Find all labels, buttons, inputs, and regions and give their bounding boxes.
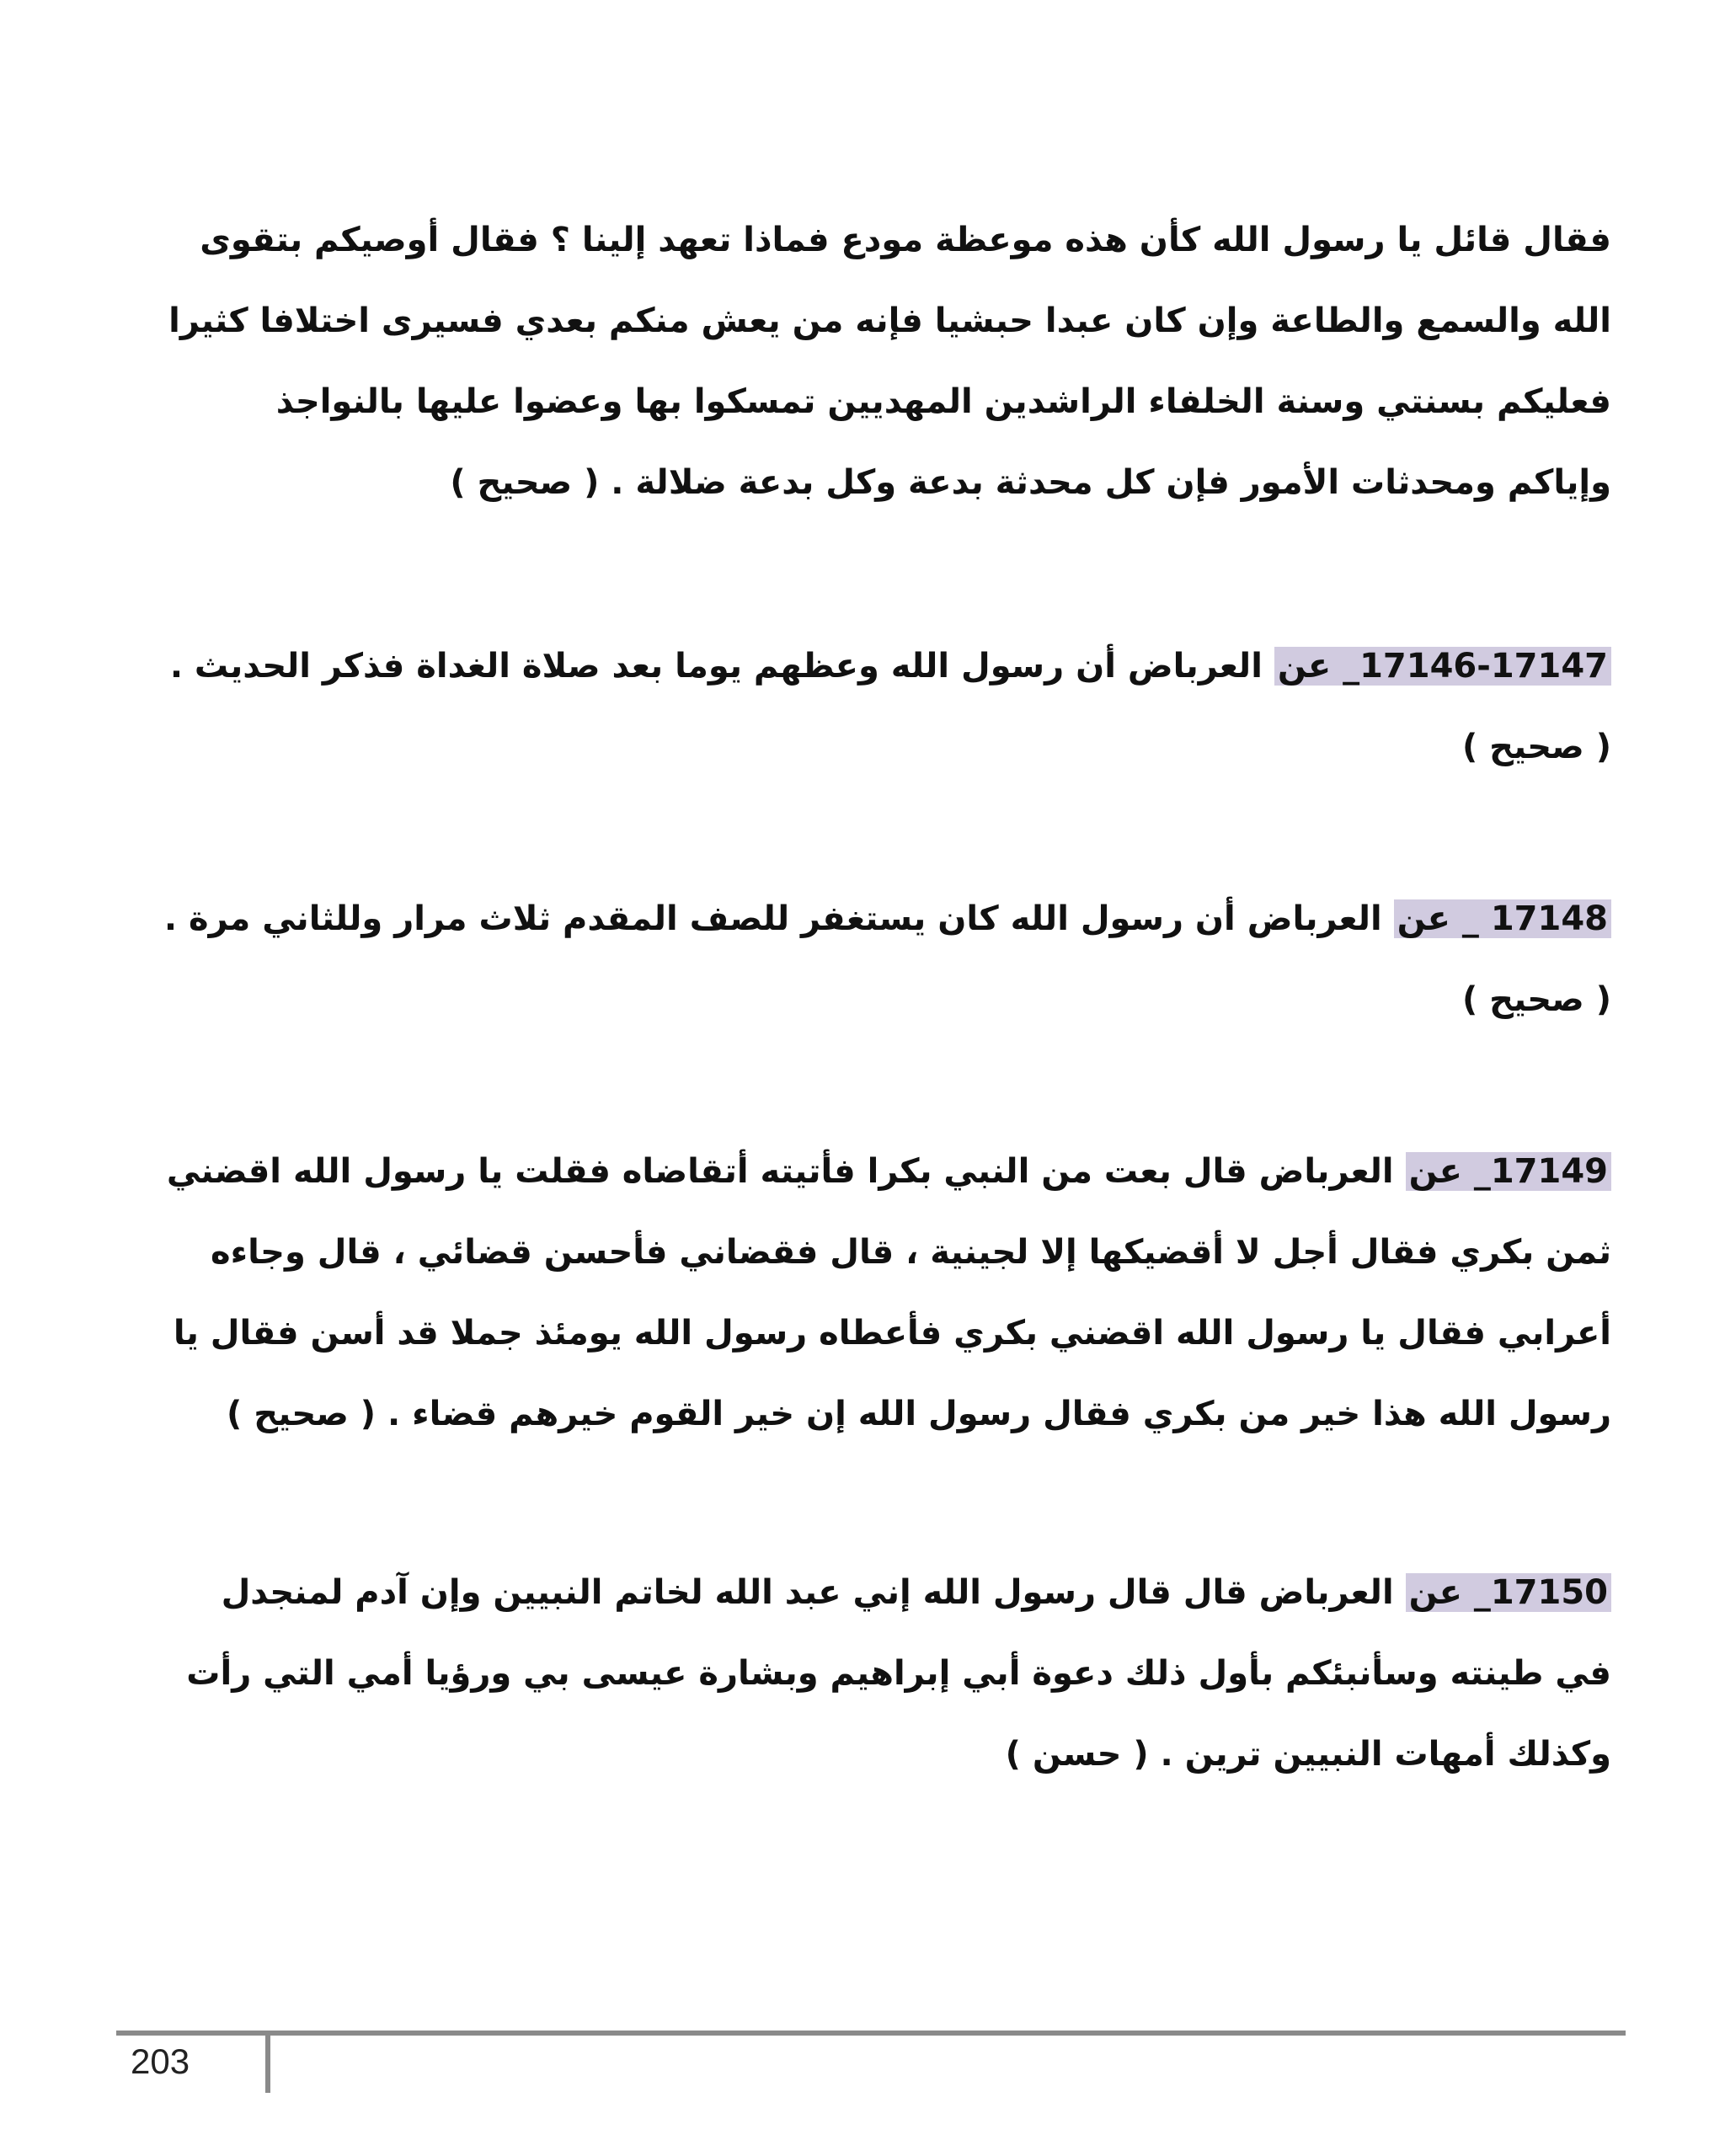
hadith-17148 bbox=[163, 878, 1611, 1040]
hadith-continuation bbox=[163, 200, 1611, 523]
paragraph-text: العرباض أن رسول الله وعظهم يوما بعد صلاة الغداة فذكر الحديث . ( صحيح ) bbox=[169, 647, 1611, 766]
paragraph-text: العرباض أن رسول الله كان يستغفر للصف المقدم ثلاث مرار وللثاني مرة . ( صحيح ) bbox=[163, 899, 1611, 1019]
footer-divider-tick bbox=[265, 2031, 270, 2093]
hadith-number-highlight: 17150_ عن bbox=[1406, 1573, 1611, 1612]
page-number: 203 bbox=[131, 2041, 190, 2081]
hadith-number-highlight: 17148 _ عن bbox=[1394, 899, 1611, 938]
hadith-number-highlight: 17149_ عن bbox=[1406, 1152, 1611, 1191]
hadith-number-highlight: 17146-17147_ عن bbox=[1274, 647, 1611, 686]
paragraph-text: العرباض قال بعت من النبي بكرا فأتيته أتقاضاه فقلت يا رسول الله اقضني ثمن بكري فقال أجل لا أقضيكها إلا لجينية ، قال فقضاني فأحسن قضائي ، قال وجاءه أعرابي فقال يا رسول الله اقضني بكري فأعطاه رسول الله يومئذ جملا قد أسن فقال يا رسول الله هذا خير من بكري فقال رسول الله إن خير القوم خيرهم قضاء . ( صحيح ) bbox=[166, 1152, 1611, 1433]
hadith-17146 bbox=[163, 626, 1611, 787]
hadith-17149 bbox=[163, 1131, 1611, 1454]
hadith-17150 bbox=[163, 1552, 1611, 1795]
footer-rule bbox=[116, 2031, 1626, 2036]
paragraph-text: فقال قائل يا رسول الله كأن هذه موعظة مودع فماذا تعهد إلينا ؟ فقال أوصيكم بتقوى الله والسمع والطاعة وإن كان عبدا حبشيا فإنه من يعش منكم بعدي فسيرى اختلافا كثيرا فعليكم بسنتي وسنة الخلفاء الراشدين المهديين تمسكوا بها وعضوا عليها بالنواجذ وإياكم ومحدثات الأمور فإن كل محدثة بدعة وكل بدعة ضلالة . ( صحيح ) bbox=[168, 221, 1611, 502]
paragraph-text: العرباض قال قال رسول الله إني عبد الله لخاتم النبيين وإن آدم لمنجدل في طينته وسأنبئكم بأول ذلك دعوة أبي إبراهيم وبشارة عيسى بي ورؤيا أمي التي رأت وكذلك أمهات النبيين ترين . ( حسن ) bbox=[186, 1573, 1611, 1774]
